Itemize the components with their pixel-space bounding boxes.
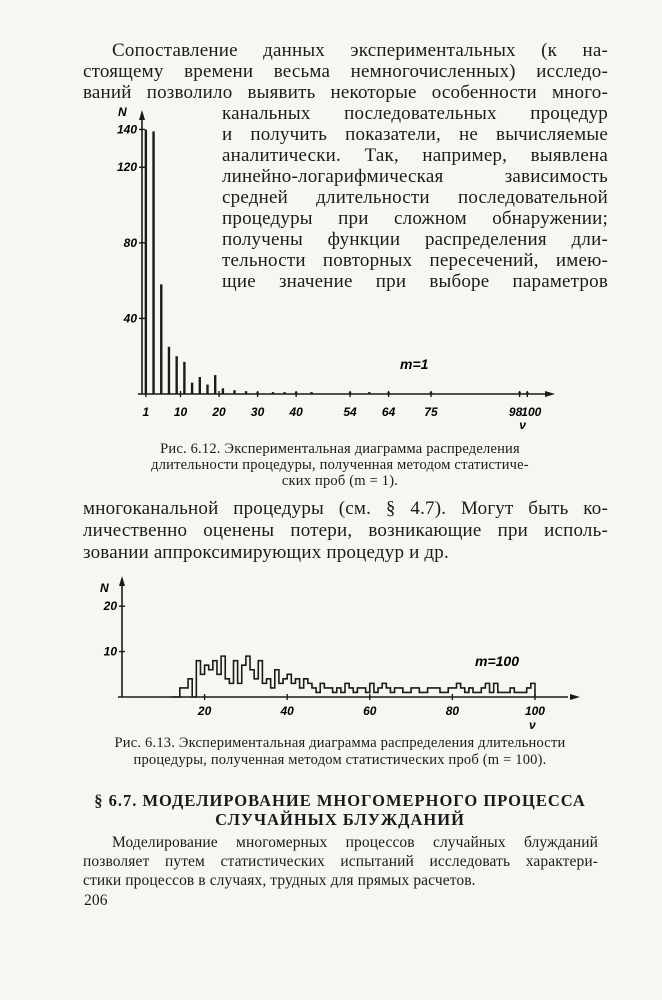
x-tick-label: 54: [343, 405, 357, 419]
y-tick-label: 10: [103, 644, 117, 659]
wrap-line: процедуры при сложном обнаружении;: [222, 208, 608, 229]
body-line: многоканальной процедуры (см. § 4.7). Могут быть ко-: [83, 498, 608, 519]
page-number: 206: [84, 892, 108, 909]
series-annotation: m=100: [475, 653, 519, 669]
x-tick-label: 60: [363, 704, 377, 718]
y-axis-label: N: [100, 581, 109, 595]
body-line: стоящему времени весьма немногочисленных) исследо-: [83, 61, 608, 82]
x-tick-label: 20: [197, 704, 212, 718]
x-tick-label: 30: [250, 405, 265, 419]
x-tick-label: 64: [381, 405, 396, 419]
y-tick-label: 80: [123, 235, 137, 250]
x-tick-label: 80: [445, 704, 460, 718]
y-tick-label: 40: [123, 311, 137, 326]
body-line: Сопоставление данных экспериментальных (к на-: [112, 40, 608, 61]
wrap-line: тельности повторных пересечений, имею-: [222, 250, 608, 271]
figure-caption: Рис. 6.13. Экспериментальная диаграмма распределения длительности: [114, 735, 566, 751]
x-tick-label: 100: [524, 704, 545, 718]
y-axis-label: N: [118, 105, 127, 119]
x-tick-label: 10: [173, 405, 188, 419]
x-tick-label: 1: [142, 405, 150, 419]
section-heading: § 6.7. МОДЕЛИРОВАНИЕ МНОГОМЕРНОГО ПРОЦЕССА: [94, 791, 586, 810]
x-tick-label: 75: [424, 405, 438, 419]
x-tick-label: 20: [212, 405, 226, 419]
figure-6-13-chart: [90, 576, 590, 731]
figure-caption: Рис. 6.12. Экспериментальная диаграмма распределения: [160, 441, 520, 457]
body-line: Моделирование многомерных процессов случайных блужданий: [112, 834, 598, 851]
x-tick-label: 98: [508, 405, 523, 419]
wrap-line: линейно-логарифмическая зависимость: [222, 166, 608, 187]
x-axis-label: ν: [519, 418, 526, 432]
section-heading: СЛУЧАЙНЫХ БЛУЖДАНИЙ: [215, 810, 465, 829]
x-axis-arrow: [570, 694, 580, 700]
body-line: ваний позволило выявить некоторые особенности много-: [83, 82, 608, 103]
wrap-line: канальных последовательных процедур: [222, 103, 608, 124]
y-axis-arrow: [119, 576, 125, 586]
body-line: личественно оценены потери, возникающие при исполь-: [83, 520, 608, 541]
wrap-line: и получить показатели, не вычисляемые: [222, 124, 608, 145]
x-axis-label: ν: [528, 718, 536, 731]
wrap-line: средней длительности последовательной: [222, 187, 608, 208]
x-axis-arrow: [545, 391, 555, 397]
y-tick-label: 140: [116, 122, 137, 137]
series-annotation: m=1: [400, 356, 429, 372]
wrap-line: получены функции распределения дли-: [222, 229, 608, 250]
body-line: стики процессов в случаях, трудных для прямых расчетов.: [83, 872, 476, 889]
figure-caption: длительности процедуры, полученная методом статистиче-: [151, 457, 529, 473]
y-tick-label: 20: [103, 599, 117, 614]
x-tick-label: 40: [280, 704, 294, 718]
figure-caption: ских проб (m = 1).: [281, 473, 399, 489]
x-tick-label: 100: [521, 405, 542, 419]
x-tick-label: 40: [289, 405, 303, 419]
figure-caption: процедуры, полученная методом статистических проб (m = 100).: [133, 752, 547, 768]
y-axis-arrow: [139, 110, 145, 120]
body-line: зовании аппроксимирующих процедур и др.: [83, 542, 449, 563]
figure-6-12-chart: [100, 100, 580, 435]
body-line: позволяет путем статистических испытаний исследовать характери-: [83, 853, 598, 870]
y-tick-label: 120: [116, 160, 137, 175]
wrap-line: аналитически. Так, например, выявлена: [222, 145, 608, 166]
wrap-line: щие значение при выборе параметров: [222, 271, 608, 292]
